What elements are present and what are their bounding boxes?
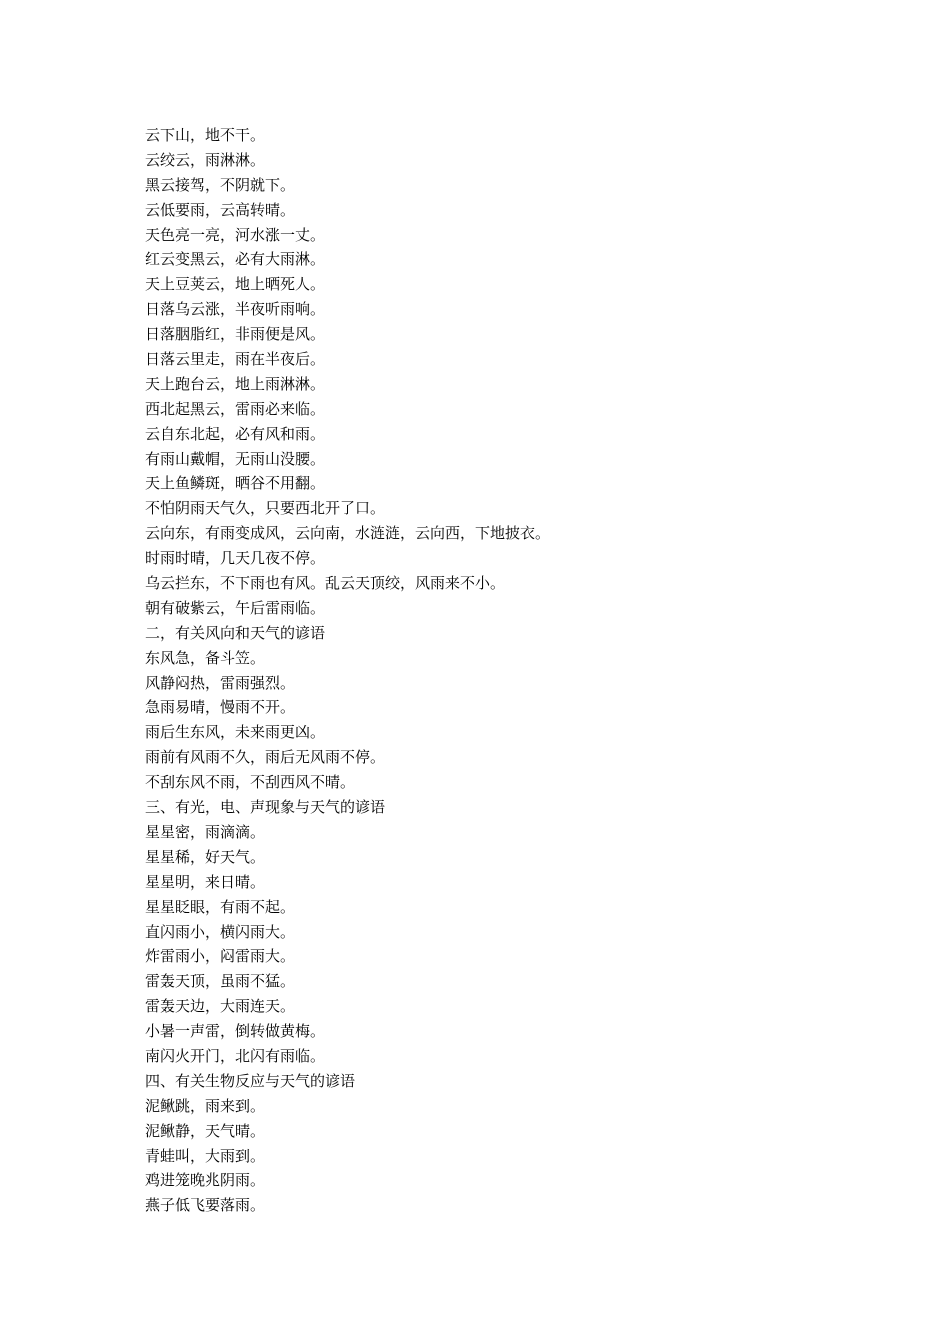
text-line: 时雨时晴，几天几夜不停。: [145, 549, 326, 568]
text-line: 天色亮一亮，河水涨一丈。: [145, 225, 326, 244]
section-heading-biology: 四、有关生物反应与天气的谚语: [145, 1071, 356, 1090]
text-line: 星星密，雨滴滴。: [145, 822, 266, 841]
text-line: 泥鳅跳，雨来到。: [145, 1096, 266, 1115]
text-line: 红云变黑云，必有大雨淋。: [145, 250, 326, 269]
text-line: 星星稀，好天气。: [145, 847, 266, 866]
text-line: 日落胭脂红，非雨便是风。: [145, 325, 326, 344]
text-line: 云下山，地不干。: [145, 126, 266, 144]
text-line: 雨前有风雨不久，雨后无风雨不停。: [145, 748, 386, 767]
text-line: 日落云里走，雨在半夜后。: [145, 350, 326, 369]
text-line: 鸡进笼晚兆阴雨。: [145, 1171, 266, 1190]
text-line: 云向东，有雨变成风，云向南，水涟涟，云向西，下地披衣。: [145, 524, 551, 543]
proverb-list: [145, 123, 925, 1218]
section-heading-wind: 二，有关风向和天气的谚语: [145, 623, 326, 642]
text-line: 青蛙叫，大雨到。: [145, 1146, 266, 1165]
text-line: 不怕阴雨天气久，只要西北开了口。: [145, 499, 386, 518]
text-line: 雨后生东风，未来雨更凶。: [145, 723, 326, 742]
text-line: 直闪雨小，横闪雨大。: [145, 922, 296, 941]
text-line: 云绞云，雨淋淋。: [145, 150, 266, 169]
text-line: 云自东北起，必有风和雨。: [145, 424, 326, 443]
text-line: 泥鳅静，天气晴。: [145, 1121, 266, 1140]
text-line: 朝有破紫云，午后雷雨临。: [145, 598, 326, 617]
text-line: 星星眨眼，有雨不起。: [145, 897, 296, 916]
text-line: 日落乌云涨，半夜听雨响。: [145, 300, 326, 319]
text-line: 云低要雨，云高转晴。: [145, 200, 296, 219]
text-line: 天上跑台云，地上雨淋淋。: [145, 374, 326, 393]
text-line: 雷轰天顶，虽雨不猛。: [145, 972, 296, 991]
text-line: 南闪火开门，北闪有雨临。: [145, 1046, 326, 1065]
text-line: 天上鱼鳞斑，晒谷不用翻。: [145, 474, 326, 493]
text-line: 有雨山戴帽，无雨山没腰。: [145, 449, 326, 468]
text-line: 东风急，备斗笠。: [145, 648, 266, 667]
text-line: 黑云接驾，不阴就下。: [145, 175, 296, 194]
text-line: 急雨易晴，慢雨不开。: [145, 698, 296, 717]
text-line: 西北起黑云，雷雨必来临。: [145, 399, 326, 418]
text-line: 炸雷雨小，闷雷雨大。: [145, 947, 296, 966]
text-line: 不刮东风不雨，不刮西风不晴。: [145, 773, 356, 792]
section-heading-light-sound: 三、有光，电、声现象与天气的谚语: [145, 798, 386, 817]
text-line: 天上豆荚云，地上晒死人。: [145, 275, 326, 294]
text-line: 乌云拦东，不下雨也有风。乱云天顶绞，风雨来不小。: [145, 574, 506, 593]
text-line: 雷轰天边，大雨连天。: [145, 997, 296, 1016]
text-line: 燕子低飞要落雨。: [145, 1196, 266, 1215]
text-line: 小暑一声雷，倒转做黄梅。: [145, 1022, 326, 1041]
text-line: 星星明，来日晴。: [145, 872, 266, 891]
text-line: 风静闷热，雷雨强烈。: [145, 673, 296, 692]
